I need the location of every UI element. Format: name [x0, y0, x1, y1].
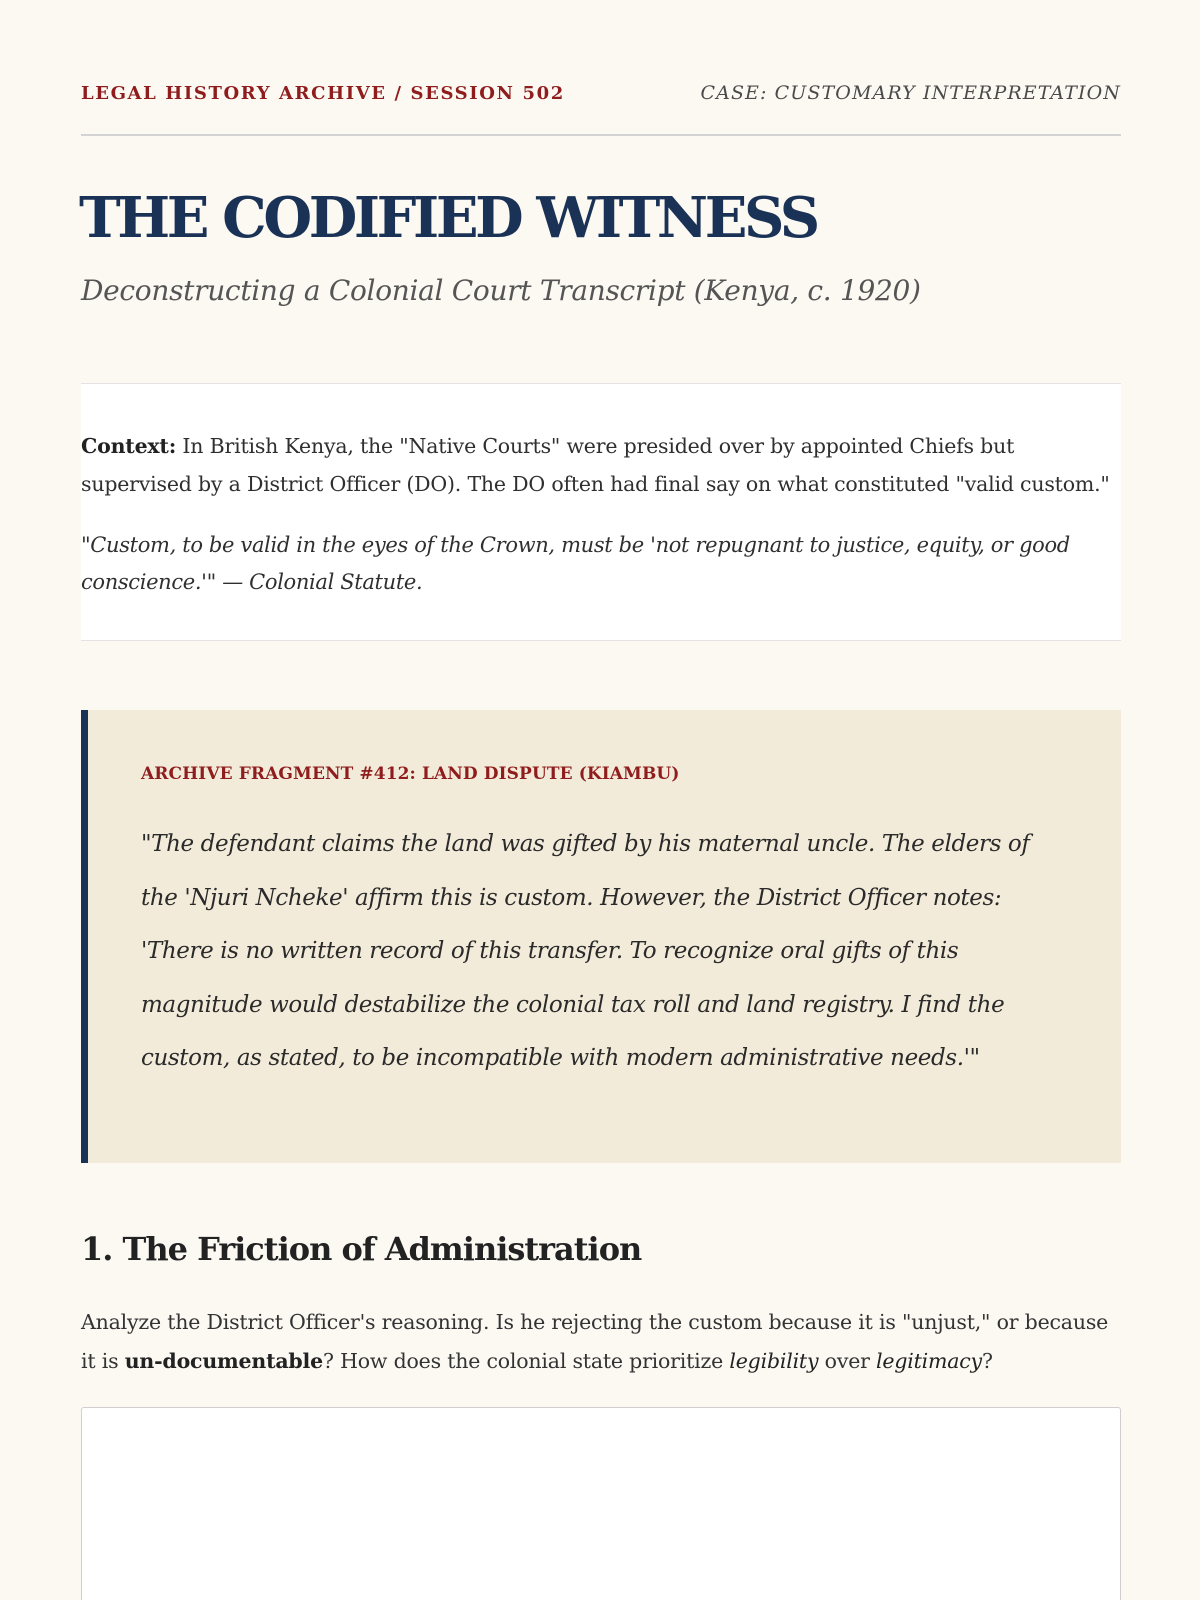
statute-quote: "Custom, to be valid in the eyes of the Crown, must be 'not repugnant to justice, equity, or good conscience.'" — Colonial Statute. [81, 533, 1070, 594]
page-subtitle: Deconstructing a Colonial Court Transcript (Kenya, c. 1920) [81, 274, 921, 307]
prompt-text-1: Analyze the District Officer's reasoning. Is he rejecting the custom because it is "unjust," or because it is [81, 1310, 1109, 1373]
answer-textarea[interactable] [81, 1407, 1121, 1600]
section-prompt [81, 1303, 1121, 1381]
context-paragraph [81, 427, 1121, 503]
fragment-transcript: "The defendant claims the land was gifted by his maternal uncle. The elders of the 'Njuri Ncheke' affirm this is custom. However, the District Officer notes: 'There is no written record of this transfer. To recognize oral gifts of this magnitude would destabilize the colonial tax roll and land registry. I find the custom, as stated, to be incompatible with modern administrative needs.'" [141, 831, 1030, 1071]
prompt-emphasis-legitimacy: legitimacy [876, 1349, 982, 1373]
fragment-label: ARCHIVE FRAGMENT #412: LAND DISPUTE (KIAMBU) [141, 764, 680, 784]
page-header [81, 76, 1121, 136]
prompt-emphasis-legibility: legibility [729, 1349, 819, 1373]
prompt-text-4: ? [981, 1349, 993, 1373]
context-body: In British Kenya, the "Native Courts" were presided over by appointed Chiefs but supervised by a District Officer (DO). The DO often had final say on what constituted "valid custom." [81, 434, 1110, 496]
context-label: Context: [81, 434, 177, 458]
case-label: CASE: CUSTOMARY INTERPRETATION [700, 82, 1121, 104]
archive-fragment [81, 710, 1121, 1163]
prompt-text-2: ? How does the colonial state prioritize [323, 1349, 730, 1373]
prompt-emphasis-undocumentable: un-documentable [124, 1349, 323, 1373]
context-panel [81, 383, 1121, 641]
section-heading: 1. The Friction of Administration [81, 1230, 642, 1268]
page-title: THE CODIFIED WITNESS [79, 185, 817, 251]
prompt-text-3: over [818, 1349, 877, 1373]
archive-session-label: LEGAL HISTORY ARCHIVE / SESSION 502 [81, 83, 565, 104]
